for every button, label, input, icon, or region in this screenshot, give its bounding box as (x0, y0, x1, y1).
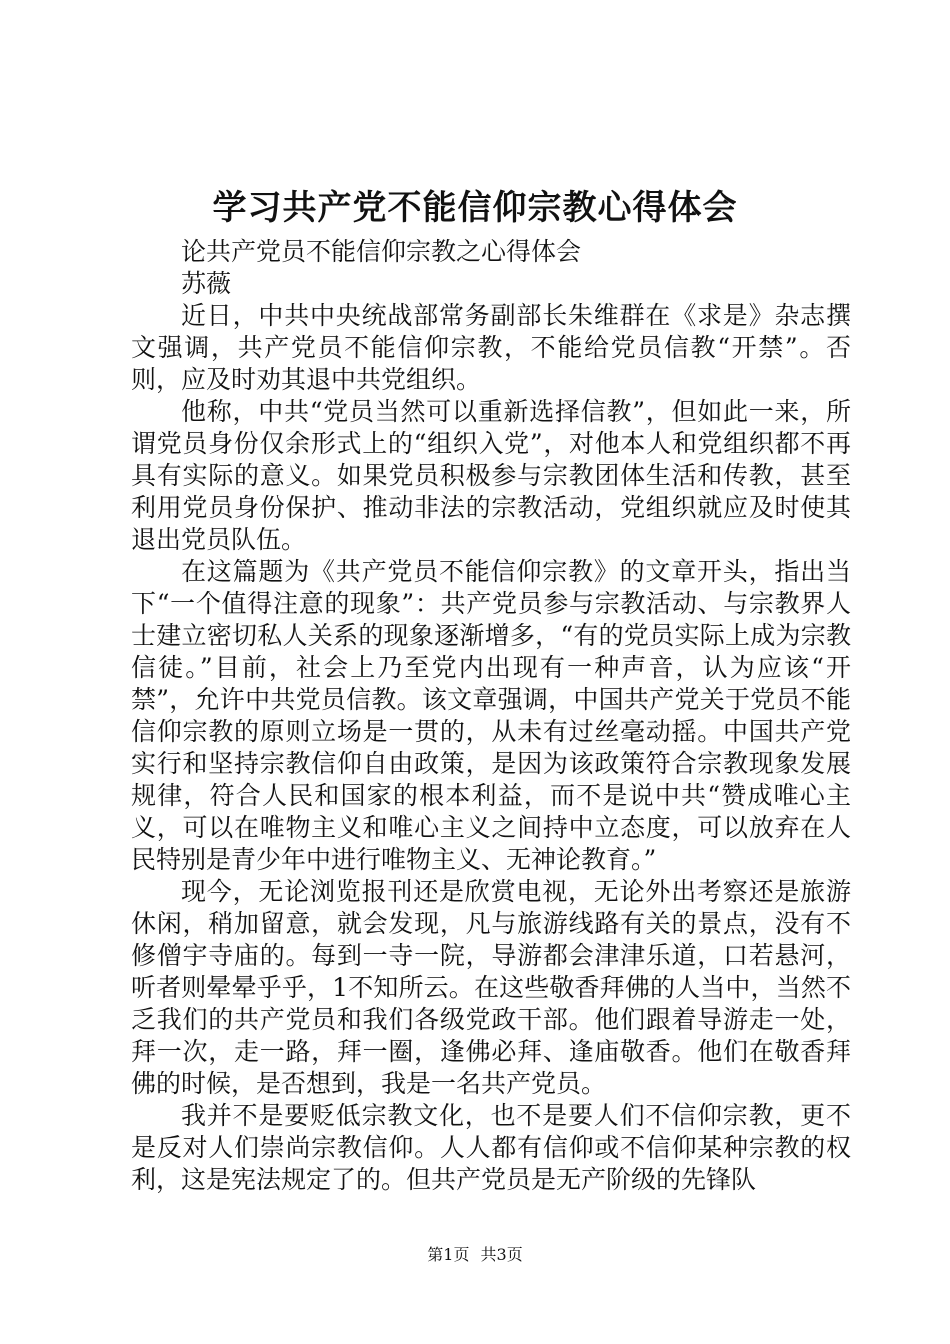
page-footer (0, 1244, 950, 1266)
page-total: 共3页 (480, 1245, 523, 1264)
document-body (131, 236, 851, 1196)
subtitle-paragraph: 论共产党员不能信仰宗教之心得体会 (181, 237, 582, 266)
body-paragraph: 在这篇题为《共产党员不能信仰宗教》的文章开头，指出当下“一个值得注意的现象”：共产党员参与宗教活动、与宗教界人士建立密切私人关系的现象逐渐增多，“有的党员实际上成为宗教信徒。”目前，社会上乃至党内出现有一种声音，认为应该“开禁”，允许中共党员信教。该文章强调，中国共产党关于党员不能信仰宗教的原则立场是一贯的，从未有过丝毫动摇。中国共产党实行和坚持宗教信仰自由政策，是因为该政策符合宗教现象发展规律，符合人民和国家的根本利益，而不是说中共“赞成唯心主义，可以在唯物主义和唯心主义之间持中立态度，可以放弃在人民特别是青少年中进行唯物主义、无神论教育。” (131, 557, 851, 874)
page-number: 第1页 (427, 1245, 470, 1264)
document-title: 学习共产党不能信仰宗教心得体会 (212, 188, 738, 228)
body-paragraph: 近日，中共中央统战部常务副部长朱维群在《求是》杂志撰文强调，共产党员不能信仰宗教，不能给党员信教“开禁”。否则，应及时劝其退中共党组织。 (131, 301, 851, 394)
body-paragraph: 他称，中共“党员当然可以重新选择信教”，但如此一来，所谓党员身份仅余形式上的“组织入党”，对他本人和党组织都不再具有实际的意义。如果党员积极参与宗教团体生活和传教，甚至利用党员身份保护、推动非法的宗教活动，党组织就应及时使其退出党员队伍。 (131, 397, 851, 554)
body-paragraph: 我并不是要贬低宗教文化，也不是要人们不信仰宗教，更不是反对人们崇尚宗教信仰。人人都有信仰或不信仰某种宗教的权利，这是宪法规定了的。但共产党员是无产阶级的先锋队 (131, 1101, 851, 1194)
body-paragraph: 现今，无论浏览报刊还是欣赏电视，无论外出考察还是旅游休闲，稍加留意，就会发现，凡与旅游线路有关的景点，没有不修僧宇寺庙的。每到一寺一院，导游都会津津乐道，口若悬河，听者则晕晕乎乎，1不知所云。在这些敬香拜佛的人当中，当然不乏我们的共产党员和我们各级党政干部。他们跟着导游走一处，拜一次，走一路，拜一圈，逢佛必拜、逢庙敬香。他们在敬香拜佛的时候，是否想到，我是一名共产党员。 (131, 877, 851, 1098)
author-paragraph: 苏薇 (181, 269, 232, 298)
